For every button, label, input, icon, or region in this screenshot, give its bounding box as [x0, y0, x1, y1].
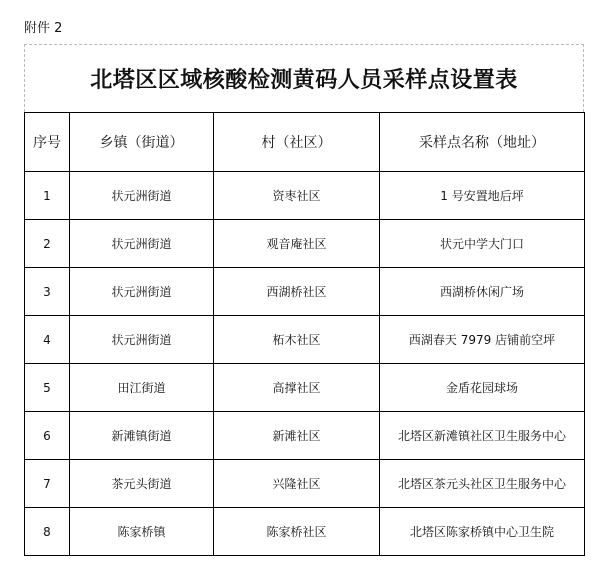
attachment-label: 附件 2: [24, 21, 63, 36]
table-header-row: [25, 113, 585, 172]
cell-site: 北塔区新滩镇社区卫生服务中心: [380, 412, 585, 460]
cell-town: 状元洲街道: [70, 220, 214, 268]
table-row: [25, 364, 585, 412]
table-row: [25, 508, 585, 556]
cell-site: 北塔区茶元头社区卫生服务中心: [380, 460, 585, 508]
table-row: [25, 172, 585, 220]
cell-site: 1 号安置地后坪: [380, 172, 585, 220]
cell-community: 陈家桥社区: [214, 508, 380, 556]
cell-site: 西湖春天 7979 店铺前空坪: [380, 316, 585, 364]
cell-community: 资枣社区: [214, 172, 380, 220]
table-row: [25, 460, 585, 508]
cell-index: 6: [25, 412, 70, 460]
cell-town: 状元洲街道: [70, 316, 214, 364]
table-row: [25, 268, 585, 316]
table-row: [25, 316, 585, 364]
header-index: 序号: [25, 113, 70, 172]
cell-town: 新滩镇街道: [70, 412, 214, 460]
cell-community: 兴隆社区: [214, 460, 380, 508]
table-row: [25, 412, 585, 460]
cell-community: 新滩社区: [214, 412, 380, 460]
cell-site: 北塔区陈家桥镇中心卫生院: [380, 508, 585, 556]
table-row: [25, 220, 585, 268]
title-box: [24, 44, 584, 112]
cell-index: 3: [25, 268, 70, 316]
header-town: 乡镇（街道）: [70, 113, 214, 172]
cell-index: 5: [25, 364, 70, 412]
cell-community: 柘木社区: [214, 316, 380, 364]
cell-community: 高撑社区: [214, 364, 380, 412]
header-site: 采样点名称（地址）: [380, 113, 585, 172]
cell-index: 1: [25, 172, 70, 220]
cell-index: 4: [25, 316, 70, 364]
cell-town: 状元洲街道: [70, 268, 214, 316]
cell-site: 西湖桥休闲广场: [380, 268, 585, 316]
cell-index: 8: [25, 508, 70, 556]
cell-site: 状元中学大门口: [380, 220, 585, 268]
cell-community: 观音庵社区: [214, 220, 380, 268]
cell-site: 金盾花园球场: [380, 364, 585, 412]
cell-town: 陈家桥镇: [70, 508, 214, 556]
cell-index: 2: [25, 220, 70, 268]
sampling-sites-table: [24, 112, 585, 556]
cell-town: 状元洲街道: [70, 172, 214, 220]
cell-index: 7: [25, 460, 70, 508]
document-title: 北塔区区域核酸检测黄码人员采样点设置表: [90, 67, 518, 93]
header-community: 村（社区）: [214, 113, 380, 172]
cell-town: 田江街道: [70, 364, 214, 412]
cell-community: 西湖桥社区: [214, 268, 380, 316]
cell-town: 茶元头街道: [70, 460, 214, 508]
